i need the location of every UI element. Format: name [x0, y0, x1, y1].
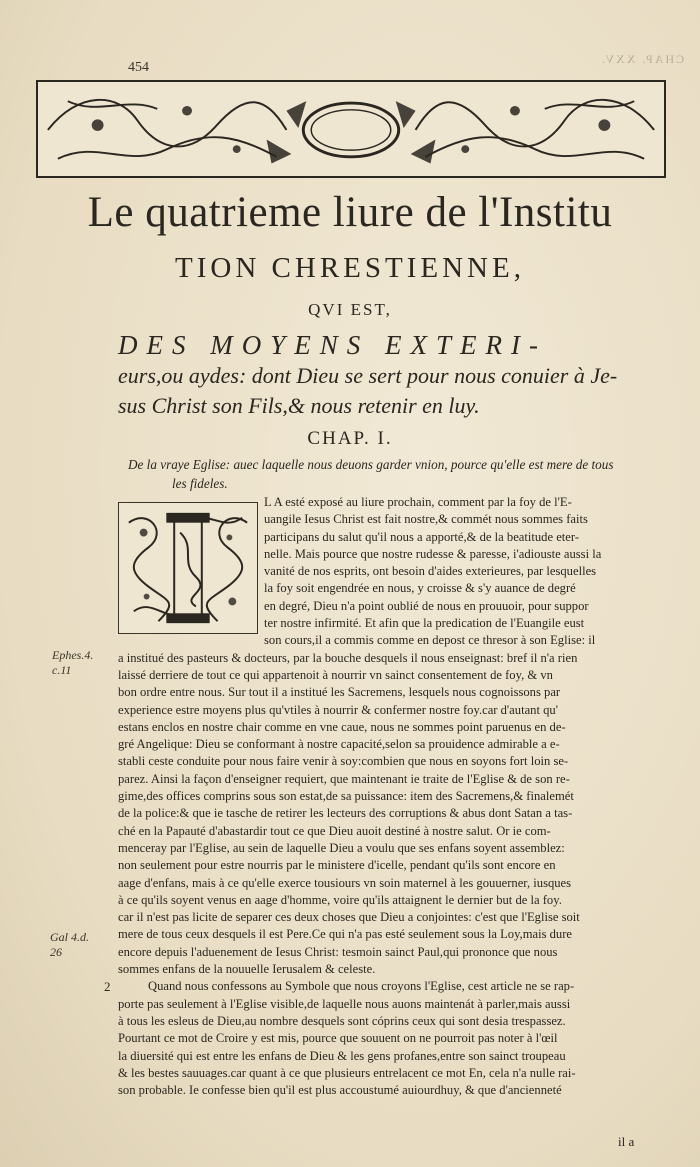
- title-line-3: QVI EST,: [308, 300, 392, 319]
- subtitle-caps: DES MOYENS EXTERI-: [118, 330, 547, 360]
- chapter-summary-line: De la vraye Eglise: auec laquelle nous deuons garder vnion, pource qu'elle est mere de tous: [128, 457, 614, 472]
- text-line: encore depuis l'aduenement de Iesus Christ: tesmoin sainct Paul,qui prononce que nous: [118, 944, 558, 959]
- body-text: [104, 494, 638, 1099]
- page-number: 454: [128, 60, 149, 75]
- book-subtitle: [118, 330, 638, 421]
- text-line: en degré, Dieu n'a point oublié de nous en prouuoir, pour suppor: [264, 598, 589, 613]
- text-line: à tous les esleus de Dieu,au nombre desquels sont cóprins ceux qui sont desia trespassez.: [118, 1013, 566, 1028]
- text-line: L A esté exposé au liure prochain, comment par la foy de l'E-: [264, 495, 572, 509]
- text-line: la diuersité qui est entre les enfans de Dieu & les gens profanes,entre son sainct troupeau: [118, 1048, 566, 1063]
- running-head-bleedthrough: CHAP. XXV.: [600, 52, 685, 66]
- text-line: ché en la Papauté d'abastardir tout ce que Dieu auoit destiné à nostre salut. Or ie com-: [118, 823, 551, 838]
- text-line: car il n'est pas licite de separer ces deux choses que Dieu a conjointes: c'est que l'Eglise soit: [118, 910, 580, 925]
- text-line: menceray par l'Eglise, au sein de laquelle Dieu a voulu que ses enfans soyent assemblez:: [118, 840, 565, 855]
- margin-note-line: Gal 4.d.: [50, 930, 89, 944]
- text-line: la foy soit engendrée en nous, y croisse & s'y auance de degré: [264, 581, 576, 596]
- chapter-summary: [128, 455, 648, 493]
- text-line: gime,des offices comprins sous son estat,de sa puissance: item des Sacremens,& finalemét: [118, 789, 574, 804]
- chapter-summary-line: les fideles.: [172, 476, 228, 491]
- text-line: uangile Iesus Christ est fait nostre,& commét nous sommes faits: [264, 512, 588, 527]
- text-line: à ce qu'ils soyent venus en aage d'homme, voire qu'ils attaignent le dernier but de la foy.: [118, 892, 562, 907]
- text-line: participans du salut qu'il nous a apporté,& de la beatitude eter-: [264, 529, 580, 544]
- text-line: laissé derriere de tout ce qui appartenoit à nourrir vn sainct consentement de foy, & vn: [118, 667, 553, 682]
- text-line: ter nostre infirmité. Et afin que la predication de l'Euangile eust: [264, 616, 585, 631]
- margin-note-line: c.11: [52, 663, 72, 677]
- text-line: gré Angelique: Dieu se conformant à nostre capacité,selon sa prouidence admirable a e-: [118, 737, 560, 752]
- text-line: de la police:& que ie tasche de retirer les lecteurs des corruptions & abus dont Satan a tas-: [118, 806, 573, 821]
- text-line: estans enclos en nostre chair comme en vne caue, nous ne sommes point paruenus en de-: [118, 719, 566, 734]
- text-line: porte pas seulement à l'Eglise visible,de laquelle nous auons maintenát à parler,mais aussi: [118, 996, 571, 1011]
- text-line: & les bestes sauuages.car quant à ce que plusieurs entrelacent ce mot En, cela n'a nulle rai-: [118, 1065, 576, 1080]
- ornamental-headpiece: [36, 80, 666, 178]
- text-line-content: Quand nous confessons au Symbole que nous croyons l'Eglise, cest article ne se rap-: [148, 979, 575, 994]
- text-line: sommes enfans de la nouuelle Ierusalem & celeste.: [118, 962, 376, 977]
- text-line: son probable. Ie confesse bien qu'il est plus accoustumé auiourdhuy, & que d'ancienneté: [118, 1083, 562, 1098]
- text-line: aage d'enfans, mais à ce qu'elle exerce tousiours vn soin maternel à les gouuerner, iusques: [118, 875, 572, 890]
- text-line: stabli ceste conduite pour nous faire venir à soy:combien que nous en soyons fort loin se-: [118, 754, 569, 769]
- text-line: experience estre moyens plus qu'vtiles à nourrir & confermer nostre foy.car d'autant qu': [118, 702, 558, 717]
- subtitle-line-2: eurs,ou aydes: dont Dieu se sert pour nous conuier à Je-: [118, 363, 618, 388]
- text-line: vanité de nos esprits, ont besoin d'aides exterieures, par lesquelles: [264, 564, 597, 579]
- paragraph-number: 2: [104, 979, 111, 995]
- margin-note-line: Ephes.4.: [52, 648, 94, 662]
- text-line: non seulement pour estre nourris par le ministere d'icelle, pendant qu'ils sont encore en: [118, 858, 556, 873]
- text-line: Pourtant ce mot de Croire y est mis, pource que souuent on ne pourroit pas noter à l'œil: [118, 1031, 558, 1046]
- text-line: [104, 978, 638, 995]
- subtitle-line-3: sus Christ son Fils,& nous retenir en luy.: [118, 393, 480, 418]
- chapter-heading: CHAP. I.: [307, 428, 393, 449]
- title-line-1: Le quatrieme liure de l'Institu: [87, 189, 613, 236]
- title-line-2: TION CHRESTIENNE,: [175, 252, 525, 284]
- margin-note-line: 26: [50, 945, 62, 959]
- margin-note-ephesians: [52, 648, 93, 678]
- text-line: parez. Ainsi la façon d'enseigner requiert, que maintenant ie traite de l'Eglise & de son re-: [118, 771, 570, 786]
- catchword: il a: [618, 1134, 635, 1149]
- margin-note-galatians: [50, 930, 89, 960]
- text-line: nelle. Mais pource que nostre rudesse & paresse, i'adiouste aussi la: [264, 546, 602, 561]
- text-line: son cours,il a commis comme en depost ce thresor à son Eglise: il: [264, 633, 596, 648]
- text-line: a institué des pasteurs & docteurs, par la bouche desquels il nous enseignast: bref il n'a rien: [118, 650, 578, 665]
- text-line: mere de tous ceux desquels il est Pere.Ce qui n'a pas esté seulement sous la Loy,mais dure: [118, 927, 573, 942]
- text-line: bon ordre entre nous. Sur tout il a institué les Sacremens, lesquels nous cognoissons par: [118, 685, 561, 700]
